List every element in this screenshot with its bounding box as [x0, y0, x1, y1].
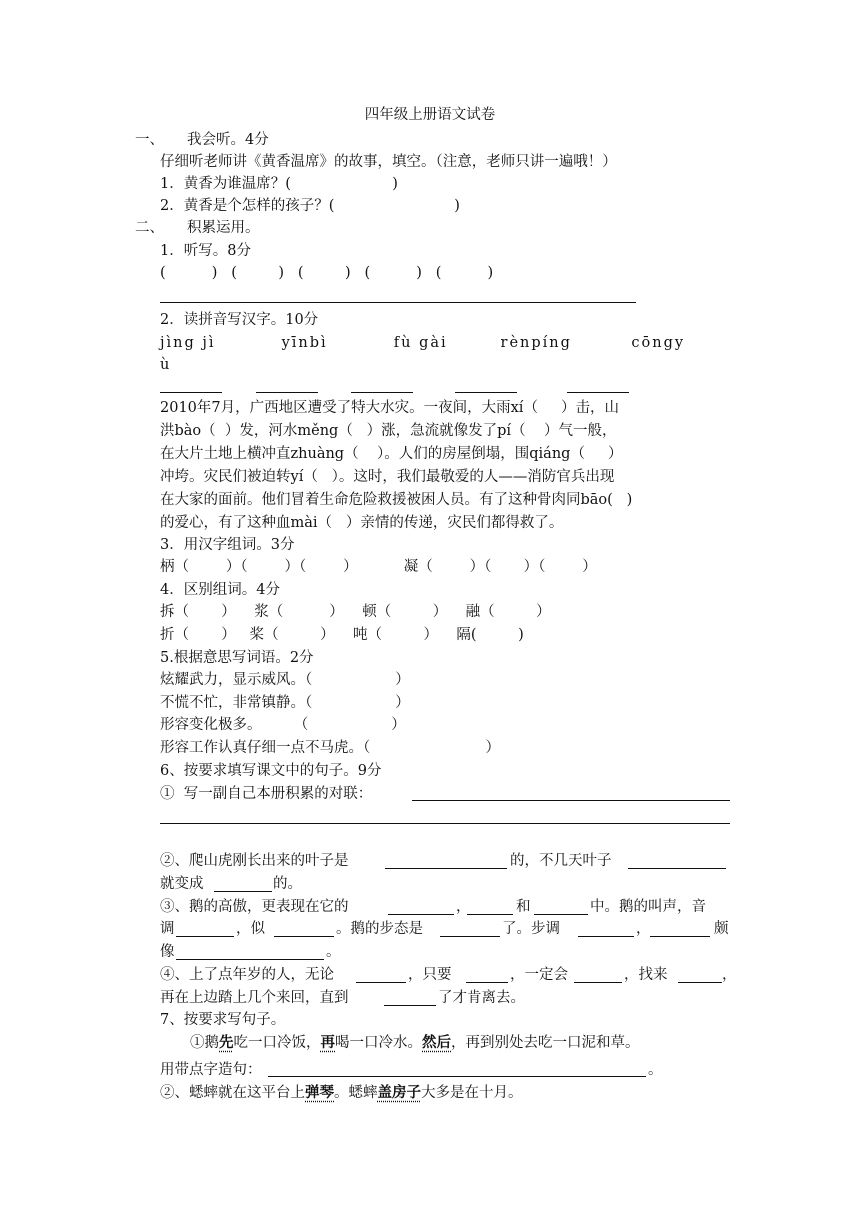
fill-question-2-part: ②、爬山虎刚长出来的叶子是 — [160, 853, 349, 869]
meaning-row: 形容变化极多。 （ ） — [160, 717, 406, 733]
fill-question-3-part: 。鹅的步态是 — [336, 921, 423, 937]
pinyin-row: jìng jì yīnbì fù gài rènpíng cōngy — [160, 335, 686, 351]
fill-blank — [176, 959, 324, 960]
sentence-title: 7、按要求写句子。 — [160, 1012, 286, 1028]
fill-blank — [574, 982, 622, 983]
fill-question-3-part: 颇 — [714, 921, 729, 937]
fill-question-2-part: 的，不几天叶子 — [510, 853, 612, 869]
fill-blank — [628, 868, 726, 869]
couplet-blank-1 — [412, 800, 730, 801]
pinyin-blank-1 — [160, 392, 222, 393]
passage-line: 的爱心，有了这种血mài（ ）亲情的传递，灾民们都得救了。 — [160, 515, 564, 531]
sentence-text: ，再到别处去吃一口泥和草。 — [451, 1035, 640, 1051]
passage-line: 洪bào（ ）发，河水měng（ ）涨，急流就像发了pí（ ）气一般， — [160, 423, 617, 439]
fill-question-3-part: ， — [636, 921, 651, 937]
meaning-title: 5.根据意思写词语。2分 — [160, 650, 314, 666]
fill-blank — [466, 982, 508, 983]
sentence-text: ①鹅 — [190, 1035, 219, 1051]
fill-question-3-part: ， — [456, 899, 471, 915]
passage-line: 2010年7月，广西地区遭受了特大水灾。一夜间，大雨xí（ ）击，山 — [160, 400, 619, 416]
fill-question-3-part: 像 — [160, 944, 175, 960]
dotted-word: 弹琴 — [305, 1084, 334, 1101]
pinyin-wrap: ù — [160, 357, 170, 373]
fill-blank — [356, 982, 406, 983]
fill-question-4-part: ，找来 — [624, 967, 668, 983]
dotted-word: 然后 — [422, 1034, 451, 1051]
dotted-word: 盖房子 — [377, 1084, 421, 1101]
fill-question-3-part: ，似 — [236, 921, 265, 937]
fill-question-3-part: 了。步调 — [502, 921, 560, 937]
distinguish-row-1: 拆（ ） 浆（ ） 顿（ ） 融（ ） — [160, 604, 551, 620]
meaning-row: 炫耀武力，显示威风。（ ） — [160, 672, 410, 688]
fill-question-2-part: 的。 — [273, 876, 302, 892]
sentence-text: ②、蟋蟀就在这平台上 — [160, 1085, 305, 1101]
fill-question-4-part: 了才肯离去。 — [438, 990, 525, 1006]
dotted-word: 再 — [320, 1034, 335, 1051]
distinguish-title: 4．区别组词。4分 — [160, 582, 280, 598]
fill-blank — [214, 891, 272, 892]
sentence-question-2 — [160, 1083, 523, 1103]
sentence-question-1 — [190, 1033, 640, 1053]
section-1-question-2: 2．黄香是个怎样的孩子？( ) — [160, 198, 460, 214]
sentence-prompt: 用带点字造句： — [160, 1062, 262, 1078]
fill-blank — [534, 914, 588, 915]
passage-line: 冲垮。灾民们被迫转yí（ ）。这时，我们最敬爱的人——消防官兵出现 — [160, 469, 615, 485]
fill-blank — [384, 1005, 436, 1006]
section-1-intro: 仔细听老师讲《黄香温席》的故事，填空。（注意，老师只讲一遍哦！） — [160, 154, 617, 170]
fill-blank — [650, 936, 710, 937]
pinyin-blank-5 — [567, 392, 629, 393]
dictation-title: 1．听写。8分 — [160, 243, 251, 259]
fill-blank — [388, 914, 454, 915]
sentence-text: 大多是在十月。 — [421, 1085, 523, 1101]
pinyin-title: 2．读拼音写汉字。10分 — [160, 312, 319, 328]
sentence-prompt-end: 。 — [648, 1062, 663, 1078]
fill-blank — [176, 936, 234, 937]
fill-question-3-part: 中。鹅的叫声，音 — [590, 899, 706, 915]
pinyin-blank-3 — [351, 392, 413, 393]
dictation-answer-line — [160, 302, 636, 303]
distinguish-row-2: 折（ ） 桨（ ） 吨（ ） 隔( ) — [160, 627, 524, 643]
page-title: 四年级上册语文试卷 — [364, 107, 496, 123]
sentence-text: 吃一口冷饭， — [233, 1035, 321, 1051]
fill-blank — [385, 868, 507, 869]
fill-question-2-part: 就变成 — [160, 876, 204, 892]
fill-title: 6、按要求填写课文中的句子。9分 — [160, 763, 382, 779]
pinyin-blank-4 — [455, 392, 517, 393]
sentence-text: 喝一口冷水。 — [335, 1035, 422, 1051]
fill-blank — [678, 982, 722, 983]
fill-question-4-part: ④、上了点年岁的人，无论 — [160, 967, 334, 983]
fill-blank — [274, 936, 334, 937]
meaning-row: 不慌不忙，非常镇静。（ ） — [160, 695, 410, 711]
pinyin-blank-2 — [256, 392, 318, 393]
passage-line: 在大家的面前。他们冒着生命危险救援被困人员。有了这种骨肉同bāo( ) — [160, 492, 633, 508]
sentence-text: 。蟋蟀 — [334, 1085, 378, 1101]
section-1-question-1: 1．黄香为谁温席？( ) — [160, 176, 398, 192]
fill-question-4-part: ，一定会 — [510, 967, 568, 983]
section-1-heading: 一、 我会听。4分 — [135, 132, 269, 148]
compose-row: 柄（ ）（ ）（ ） 凝（ ）（ ）（ ） — [160, 559, 597, 575]
fill-question-3-part: 和 — [516, 899, 531, 915]
fill-question-4-part: ，只要 — [408, 967, 452, 983]
dotted-word: 先 — [219, 1034, 234, 1051]
dictation-brackets: ( ) ( ) ( ) ( ) ( ) — [160, 265, 494, 281]
fill-question-3-part: 。 — [326, 944, 341, 960]
fill-question-4-part: 再在上边踏上几个来回，直到 — [160, 990, 349, 1006]
fill-blank — [440, 936, 500, 937]
compose-title: 3．用汉字组词。3分 — [160, 537, 295, 553]
fill-question-4-part: ， — [722, 967, 737, 983]
couplet-blank-2 — [160, 823, 730, 824]
fill-question-3-part: 调 — [160, 921, 175, 937]
fill-blank — [467, 914, 513, 915]
fill-blank — [578, 936, 634, 937]
sentence-answer-line — [268, 1076, 646, 1077]
fill-question-1: ① 写一副自己本册积累的对联： — [160, 786, 373, 802]
fill-question-3-part: ③、鹅的高傲，更表现在它的 — [160, 899, 349, 915]
meaning-row: 形容工作认真仔细一点不马虎。（ ） — [160, 740, 500, 756]
section-2-heading: 二、 积累运用。 — [135, 220, 260, 236]
passage-line: 在大片土地上横冲直zhuàng（ ）。人们的房屋倒塌，围qiáng（ ） — [160, 446, 623, 462]
